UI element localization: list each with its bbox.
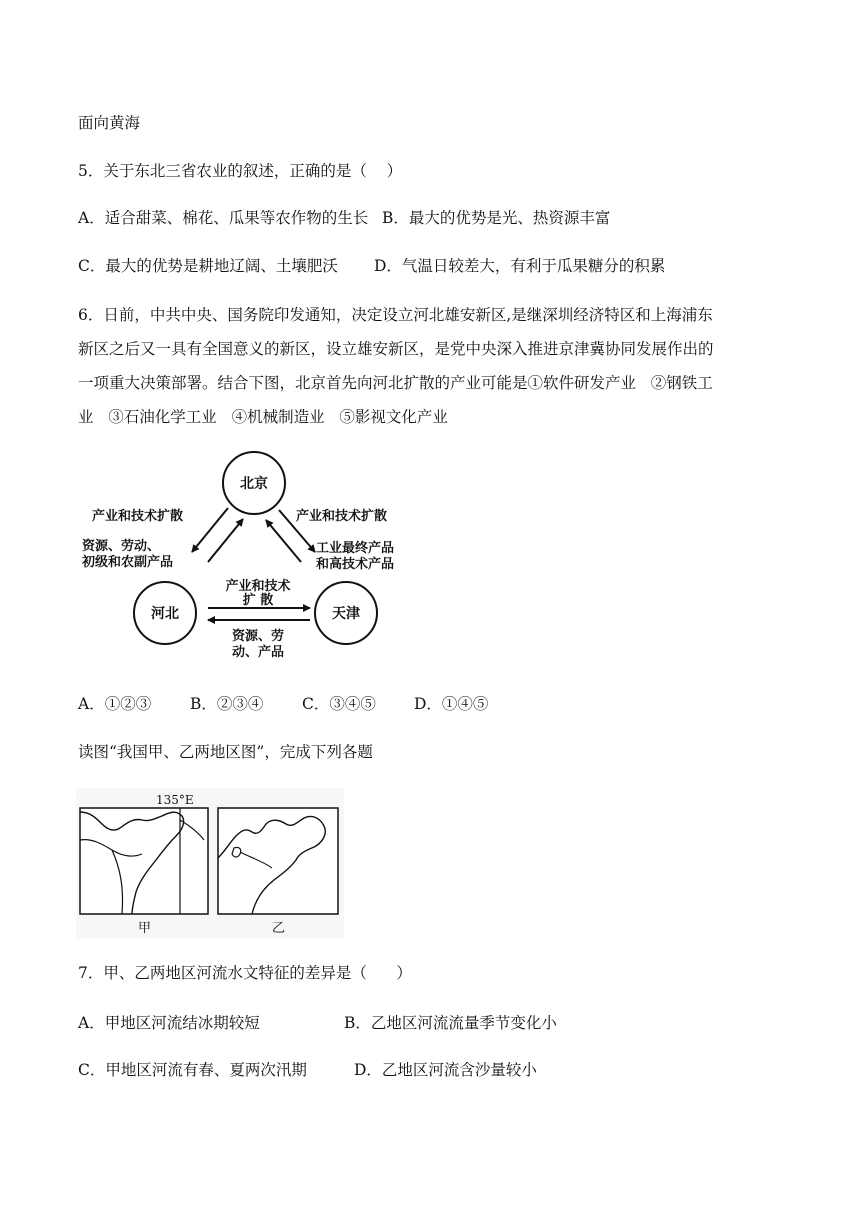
question-6-option-c[interactable]: C．③④⑤ [302,695,376,713]
label-mid-bottom-2: 动、产品 [231,645,285,660]
label-left-bottom-2: 初级和农副产品 [82,555,174,570]
question-7-option-a[interactable]: A．甲地区河流结冰期较短 [78,1014,260,1032]
question-7-stem: 7．甲、乙两地区河流水文特征的差异是（ ） [78,964,412,982]
question-7-option-d[interactable]: D．乙地区河流含沙量较小 [354,1061,537,1079]
question-7-options-row-2 [78,1060,537,1120]
label-right-bottom-2: 和高技术产品 [316,557,395,572]
intro-tail-text: 面向黄海 [78,114,141,132]
question-5-option-a[interactable]: A．适合甜菜、棉花、瓜果等农作物的生长 [78,209,369,227]
label-right-top: 产业和技术扩散 [296,509,388,524]
label-mid-top-1: 产业和技术 [225,579,291,594]
map-jia-frame [80,808,208,914]
question-6-line-2: 新区之后又一具有全国意义的新区，设立雄安新区，是党中央深入推进京津冀协同发展作出的 [78,340,714,358]
label-right-bottom-1: 工业最终产品 [316,541,395,556]
map-yi-label: 乙 [272,921,286,936]
question-6-line-1: 6．日前，中共中央、国务院印发通知，决定设立河北雄安新区,是继深圳经济特区和上海浦东 [78,306,713,324]
question-6-line-4: 业 ③石油化学工业 ④机械制造业 ⑤影视文化产业 [78,408,448,426]
label-mid-top-2: 扩 散 [242,593,274,608]
label-mid-bottom-1: 资源、劳 [231,629,285,644]
arrow-tianjin-to-beijing [266,520,301,562]
label-left-top: 产业和技术扩散 [92,509,184,524]
node-hebei [134,582,196,644]
question-5-option-d[interactable]: D．气温日较差大，有利于瓜果糖分的积累 [374,257,666,275]
question-7-option-b[interactable]: B．乙地区河流流量季节变化小 [344,1014,557,1032]
label-left-bottom-1: 资源、劳动、 [82,539,161,554]
question-7-option-c[interactable]: C．甲地区河流有春、夏两次汛期 [78,1061,307,1079]
node-tianjin-label: 天津 [332,606,360,622]
industry-diffusion-diagram [78,450,418,665]
region-map-figure [76,788,344,938]
node-beijing [223,452,285,514]
map-jia-label: 甲 [138,921,152,936]
question-5-stem: 5．关于东北三省农业的叙述，正确的是（ ） [78,162,403,180]
node-beijing-label: 北京 [240,476,268,492]
question-6-option-b[interactable]: B．②③④ [190,695,264,713]
meridian-label: 135°E [156,793,194,807]
question-5-option-b[interactable]: B．最大的优势是光、热资源丰富 [382,209,611,227]
map-yi-frame [218,808,338,914]
node-tianjin [315,582,377,644]
read-map-instruction: 读图“我国甲、乙两地区图”，完成下列各题 [78,743,373,761]
question-6-line-3: 一项重大决策部署。结合下图，北京首先向河北扩散的产业可能是①软件研发产业 ②钢铁工 [78,374,713,392]
node-hebei-label: 河北 [151,606,179,622]
question-5-option-c[interactable]: C．最大的优势是耕地辽阔、土壤肥沃 [78,257,338,275]
question-6-option-d[interactable]: D．①④⑤ [414,695,489,713]
question-6-option-a[interactable]: A．①②③ [78,695,152,713]
